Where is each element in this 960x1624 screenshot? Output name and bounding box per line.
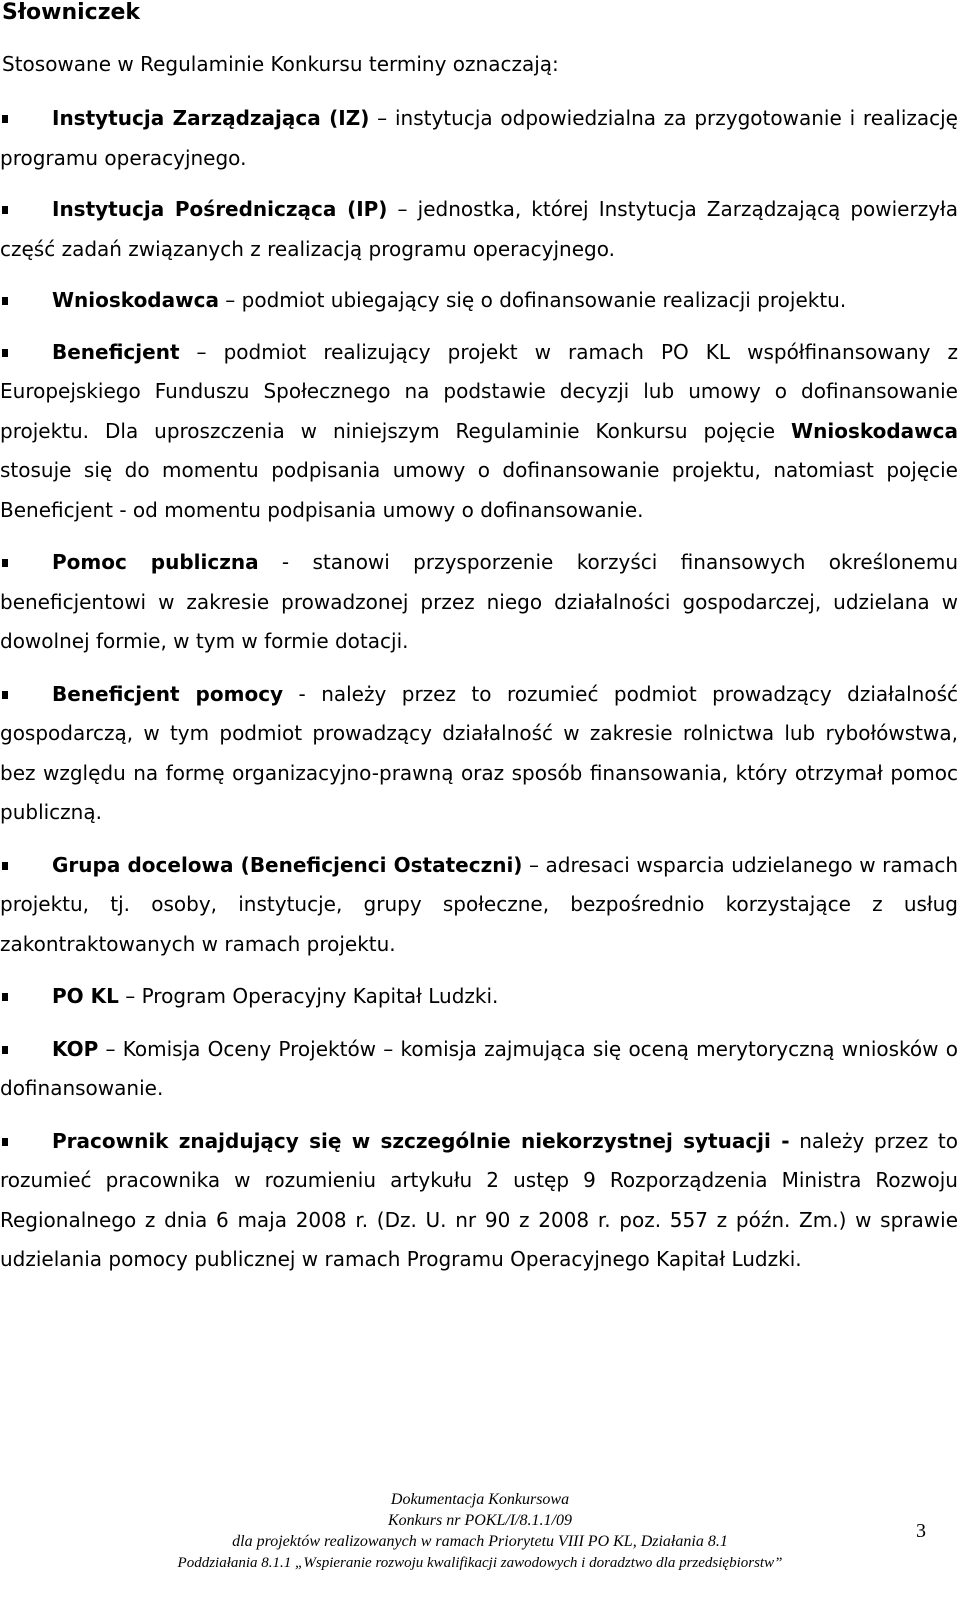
glossary-definition: – instytucja odpowiedzialna za przygotowanie i realizację programu operacyjnego.	[0, 106, 958, 170]
bullet-icon	[0, 331, 52, 371]
glossary-term: Pracownik znajdujący się w szczególnie niekorzystnej sytuacji -	[52, 1128, 790, 1153]
bullet-icon	[0, 279, 52, 319]
glossary-entry-beneficjent-pomocy	[0, 675, 958, 833]
glossary-term: Instytucja Pośrednicząca (IP)	[52, 197, 388, 221]
glossary-definition: należy przez to rozumieć pracownika w rozumieniu artykułu 2 ustęp 9 Rozporządzenia Ministra Rozwoju Regionalnego z dnia 6 maja 2008 r. (Dz. U. nr 90 z 2008 r. poz. 557 z późn. Zm.) w sprawie udzielania pomocy publicznej w ramach Programu Operacyjnego Kapitał Ludzki.	[0, 1128, 958, 1271]
glossary-entry-kop	[0, 1030, 958, 1109]
glossary-term: KOP	[52, 1036, 99, 1061]
bullet-icon	[0, 1120, 52, 1160]
bullet-icon	[0, 541, 52, 581]
glossary-definition: – jednostka, której Instytucja Zarządzającą powierzyła część zadań związanych z realizacją programu operacyjnego.	[0, 197, 958, 261]
bullet-icon	[0, 975, 52, 1015]
footer-line: dla projektów realizowanych w ramach Priorytetu VIII PO KL, Działania 8.1	[232, 1533, 728, 1550]
glossary-term: Grupa docelowa (Beneficjenci Ostateczni)	[52, 852, 523, 877]
glossary-definition: – podmiot realizujący projekt w ramach PO KL współfinansowany z Europejskiego Funduszu Społecznego na podstawie decyzji lub umowy o dofinansowanie projektu. Dla uproszczenia w niniejszym Regulaminie Konkursu pojęcie	[0, 339, 958, 443]
page-number: 3	[916, 1520, 926, 1542]
glossary-definition-continued: stosuje się do momentu podpisania umowy o dofinansowanie projektu, natomiast pojęcie Beneficjent - od momentu podpisania umowy o dofinansowanie.	[0, 458, 958, 522]
glossary-term: Instytucja Zarządzająca (IZ)	[52, 106, 370, 130]
glossary-term: Wnioskodawca	[52, 288, 219, 312]
bullet-icon	[0, 97, 52, 137]
glossary-definition: – adresaci wsparcia udzielanego w ramach projektu, tj. osoby, instytucje, grupy społeczne, bezpośrednio korzystające z usług zakontraktowanych w ramach projektu.	[0, 852, 959, 956]
glossary-term: Beneficjent	[52, 339, 180, 364]
glossary-entry-beneficjent	[0, 333, 958, 531]
glossary-term: Beneficjent pomocy	[52, 681, 284, 706]
glossary-term: Pomoc publiczna	[52, 550, 259, 574]
glossary-entry-grupa-docelowa	[0, 846, 958, 965]
inline-term: Wnioskodawca	[791, 418, 958, 443]
footer-line: Konkurs nr POKL/I/8.1.1/09	[387, 1512, 572, 1529]
glossary-definition: – Komisja Oceny Projektów – komisja zajmująca się oceną merytoryczną wniosków o dofinansowanie.	[0, 1036, 958, 1100]
glossary-definition: - stanowi przysporzenie korzyści finansowych określonemu beneficjentowi w zakresie prowadzonej przez niego działalności gospodarczej, udzielana w dowolnej formie, w tym w formie dotacji.	[0, 550, 958, 653]
bullet-icon	[0, 673, 52, 713]
page-title: Słowniczek	[2, 0, 141, 25]
glossary-entry-pomoc-publiczna	[0, 543, 958, 662]
glossary-definition: – Program Operacyjny Kapitał Ludzki.	[118, 984, 499, 1008]
bullet-icon	[0, 844, 52, 884]
glossary-list	[0, 99, 958, 1280]
bullet-icon	[0, 188, 52, 228]
glossary-term: PO KL	[52, 984, 119, 1008]
bullet-icon	[0, 1028, 52, 1068]
intro-text: Stosowane w Regulaminie Konkursu terminy oznaczają:	[2, 52, 559, 76]
footer-line: Poddziałania 8.1.1 „Wspieranie rozwoju kwalifikacji zawodowych i doradztwo dla przedsiębiorstw”	[177, 1555, 783, 1571]
glossary-definition: – podmiot ubiegający się o dofinansowanie realizacji projektu.	[218, 288, 847, 312]
glossary-entry-wnioskodawca	[0, 281, 958, 321]
glossary-entry-iz	[0, 99, 958, 178]
glossary-entry-ip	[0, 190, 958, 269]
glossary-definition: - należy przez to rozumieć podmiot prowadzący działalność gospodarczą, w tym podmiot prowadzący działalność w zakresie rolnictwa lub rybołówstwa, bez względu na formę organizacyjno-prawną oraz sposób finansowania, który otrzymał pomoc publiczną.	[0, 681, 958, 824]
glossary-entry-po-kl	[0, 977, 958, 1017]
footer-line: Dokumentacja Konkursowa	[390, 1491, 570, 1508]
glossary-entry-pracownik	[0, 1122, 958, 1280]
